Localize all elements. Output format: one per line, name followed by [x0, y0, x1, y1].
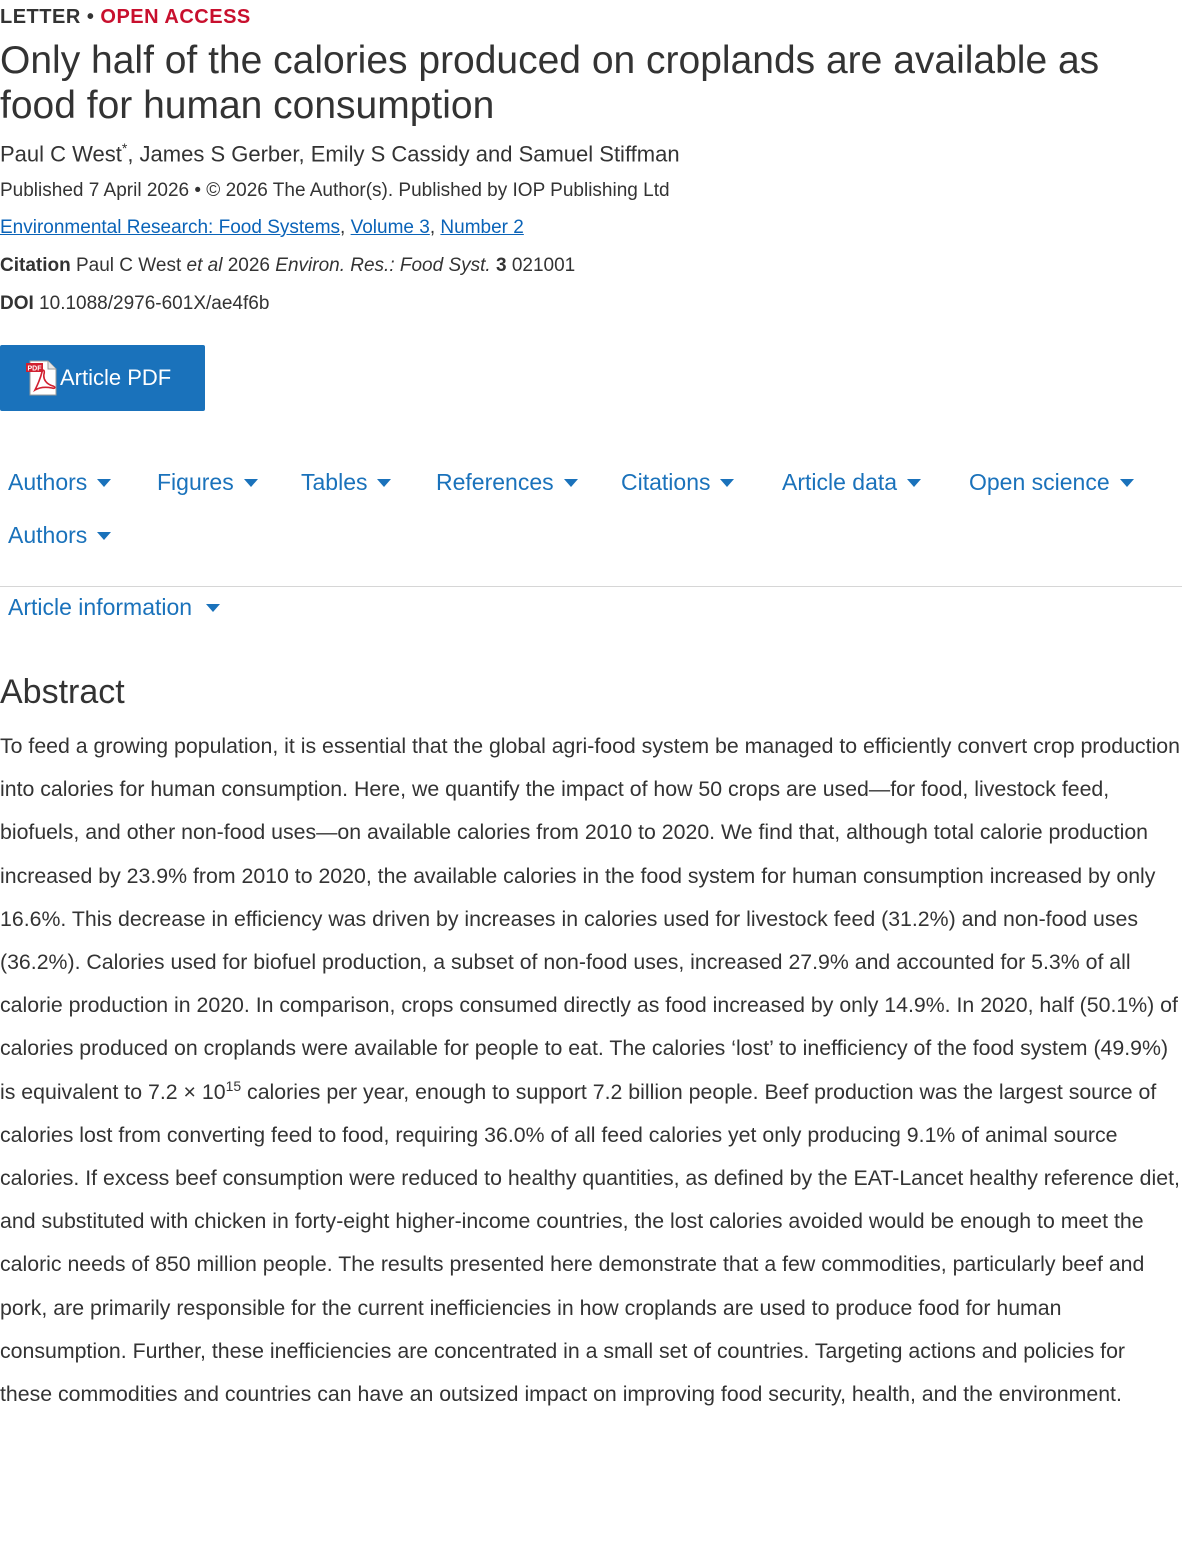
doi-label: DOI	[0, 293, 34, 314]
journal-links	[0, 217, 524, 239]
article-pdf-label: Article PDF	[60, 365, 172, 390]
kicker-separator: •	[80, 6, 101, 28]
article-type-line	[0, 6, 251, 29]
nav-authors-second[interactable]	[8, 522, 111, 549]
chevron-down-icon	[244, 479, 258, 487]
nav-tables[interactable]	[301, 469, 391, 496]
chevron-down-icon	[1120, 479, 1134, 487]
journal-link[interactable]: Environmental Research: Food Systems	[0, 217, 341, 238]
article-information-label: Article information	[8, 594, 193, 620]
nav-references[interactable]	[436, 469, 578, 496]
chevron-down-icon	[97, 532, 111, 540]
article-title: Only half of the calories produced on croplands are available as food for human consumption	[0, 39, 1100, 127]
nav-citations-label: Citations	[621, 469, 711, 495]
citation-line	[0, 255, 575, 277]
citation-journal: Environ. Res.: Food Syst.	[275, 255, 491, 276]
pdf-icon	[26, 360, 58, 396]
open-access-label: OPEN ACCESS	[100, 6, 251, 28]
abstract-text-part-1: To feed a growing population, it is essential that the global agri-food system be managed to efficiently convert crop production into calories for human consumption. Here, we quantify the impact of how 50 crops are used—for food, livestock feed, biofuels, and other non-food uses—on available calories from 2010 to 2020. We find that, although total calorie production increased by 23.9% from 2010 to 2020, the available calories in the food system for human consumption increased by only 16.6%. This decrease in efficiency was driven by increases in calories used for livestock feed (31.2%) and non-food uses (36.2%). Calories used for biofuel production, a subset of non-food uses, increased 27.9% and accounted for 5.3% of all calorie production in 2020. In comparison, crops consumed directly as food increased by only 14.9%. In 2020, half (50.1%) of calories produced on croplands were available for people to eat. The calories ‘lost’ to inefficiency of the food system (49.9%) is equivalent to 7.2 × 10	[0, 734, 1180, 1104]
abstract-text	[0, 725, 1182, 1416]
nav-authors-second-label: Authors	[8, 522, 88, 548]
abstract-exponent: 15	[225, 1077, 242, 1094]
nav-authors-label: Authors	[8, 469, 88, 495]
nav-authors[interactable]	[8, 469, 111, 496]
nav-open-science[interactable]	[969, 469, 1134, 496]
doi-line	[0, 293, 269, 315]
citation-etal: et al	[186, 255, 223, 276]
nav-divider	[0, 586, 1182, 587]
nav-article-data[interactable]	[782, 469, 921, 496]
chevron-down-icon	[564, 479, 578, 487]
volume-link-separator: ,	[429, 217, 441, 238]
nav-figures[interactable]	[157, 469, 258, 496]
chevron-down-icon	[206, 604, 220, 612]
chevron-down-icon	[907, 479, 921, 487]
citation-author: Paul C West	[70, 255, 187, 276]
volume-link[interactable]: Volume 3	[350, 217, 430, 238]
doi-value: 10.1088/2976-601X/ae4f6b	[33, 293, 270, 314]
author-list	[0, 140, 680, 167]
citation-year: 2026	[222, 255, 276, 276]
pdf-icon-label: PDF	[27, 365, 42, 373]
corresponding-author-mark: *	[121, 140, 128, 156]
nav-references-label: References	[436, 469, 554, 495]
nav-article-data-label: Article data	[782, 469, 898, 495]
chevron-down-icon	[97, 479, 111, 487]
first-author[interactable]: Paul C West	[0, 141, 122, 167]
published-line: Published 7 April 2026 • © 2026 The Author(s). Published by IOP Publishing Ltd	[0, 180, 670, 201]
other-authors: , James S Gerber, Emily S Cassidy and Samuel Stiffman	[127, 141, 680, 167]
chevron-down-icon	[377, 479, 391, 487]
nav-tables-label: Tables	[301, 469, 368, 495]
chevron-down-icon	[720, 479, 734, 487]
article-information-toggle[interactable]	[8, 594, 220, 621]
citation-volume: 3	[490, 255, 507, 276]
nav-citations[interactable]	[621, 469, 734, 496]
issue-link[interactable]: Number 2	[440, 217, 524, 238]
article-pdf-button[interactable]	[0, 345, 205, 411]
citation-article-number: 021001	[506, 255, 576, 276]
journal-link-separator: ,	[340, 217, 351, 238]
abstract-text-part-2: calories per year, enough to support 7.2 billion people. Beef production was the largest source of calories lost from converting feed to food, requiring 36.0% of all feed calories yet only producing 9.1% of animal source calories. If excess beef consumption were reduced to healthy quantities, as defined by the EAT-Lancet healthy reference diet, and substituted with chicken in forty-eight higher-income countries, the lost calories avoided would be enough to meet the caloric needs of 850 million people. The results presented here demonstrate that a few commodities, particularly beef and pork, are primarily responsible for the current inefficiencies in how croplands are used to produce food for human consumption. Further, these inefficiencies are concentrated in a small set of countries. Targeting actions and policies for these commodities and countries can have an outsized impact on improving food security, health, and the environment.	[0, 1079, 1180, 1407]
citation-label: Citation	[0, 255, 71, 276]
nav-open-science-label: Open science	[969, 469, 1110, 495]
nav-figures-label: Figures	[157, 469, 234, 495]
abstract-heading: Abstract	[0, 673, 125, 711]
article-type: LETTER	[0, 6, 81, 28]
